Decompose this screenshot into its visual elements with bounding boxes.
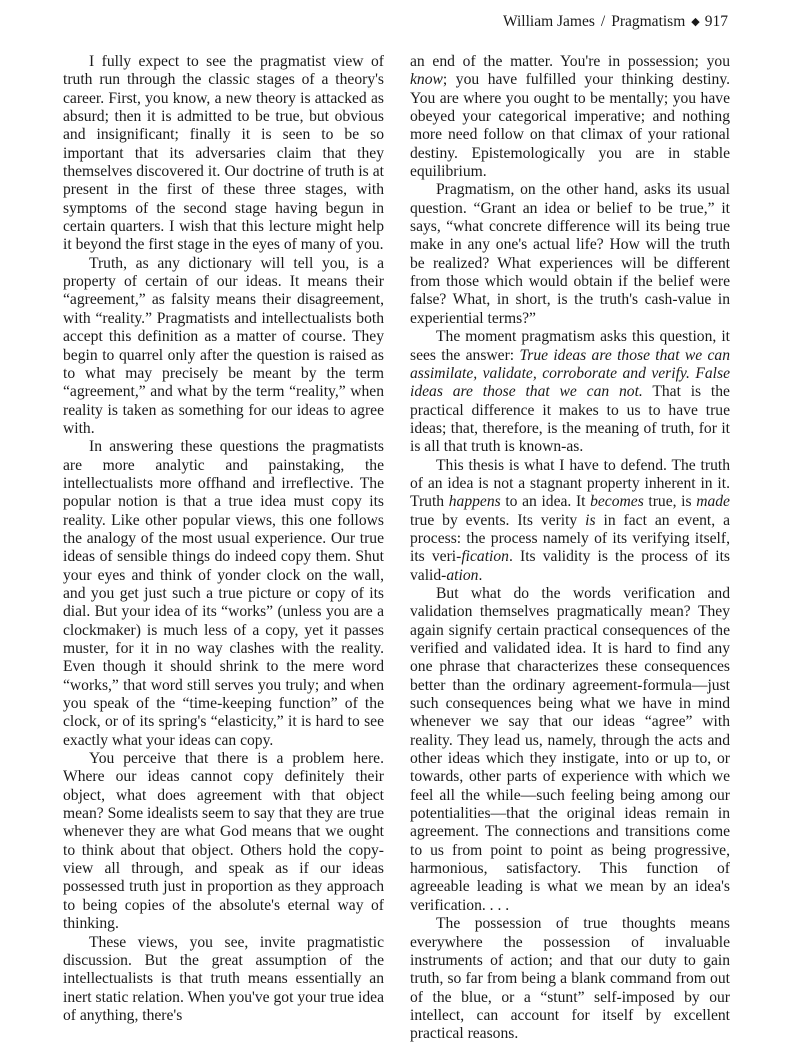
page-number: 917	[704, 13, 728, 30]
paragraph: Truth, as any dictionary will tell you, is a property of certain of our ideas. It means their “agreement,” as falsity means their disagreement, with “reality.” Pragmatists and intellectualists both accept this definition as a matter of course. They begin to quarrel only after the question is raised as to what may precisely be meant by the term “agreement,” and what by the term “reality,” when reality is taken as something for our ideas to agree with.	[63, 254, 384, 437]
paragraph: You perceive that there is a problem here. Where our ideas cannot copy definitely their object, what does agreement with that object mean? Some idealists seem to say that they are true whenever they are what God means that we ought to think about that object. Others hold the copy-view all through, and speak as if our ideas possessed truth just in proportion as they approach to being copies of the absolute's eternal way of thinking.	[63, 750, 384, 933]
paragraph: This thesis is what I have to defend. The truth of an idea is not a stagnant property inherent in it. Truth happens to an idea. It becomes true, is made true by events. Its verity is in fact an event, a process: the process namely of its verifying itself, its veri-fication. Its validity is the process of its valid-ation.	[410, 456, 730, 584]
header-title: Pragmatism	[611, 13, 686, 30]
running-header	[503, 13, 728, 31]
paragraph: These views, you see, invite pragmatistic discussion. But the great assumption of the intellectualists is that truth means essentially an inert static relation. When you've got your true idea of anything, there's	[63, 933, 384, 1024]
header-separator: /	[600, 13, 606, 30]
paragraph: The moment pragmatism asks this question, it sees the answer: True ideas are those that we can assimilate, validate, corroborate and verify. False ideas are those that we can not. That is the practical difference it makes to us to have true ideas; that, therefore, is the meaning of truth, for it is all that truth is known-as.	[410, 328, 730, 456]
left-column	[63, 53, 384, 1025]
paragraph: Pragmatism, on the other hand, asks its usual question. “Grant an idea or belief to be true,” it says, “what concrete difference will its being true make in any one's actual life? How will the truth be realized? What experiences will be different from those which would obtain if the belief were false? What, in short, is the truth's cash-value in experiential terms?”	[410, 181, 730, 327]
paragraph-continued: an end of the matter. You're in possession; you know; you have fulfilled your thinking destiny. You are where you ought to be mentally; you have obeyed your categorical imperative; and nothing more need follow on that climax of your rational destiny. Epistemologically you are in stable equilibrium.	[410, 53, 730, 181]
right-column	[410, 53, 730, 1044]
header-author: William James	[502, 13, 595, 30]
paragraph: In answering these questions the pragmatists are more analytic and painstaking, the intellectualists more offhand and irreflective. The popular notion is that a true idea must copy its reality. Like other popular views, this one follows the analogy of the most usual experience. Our true ideas of sensible things do indeed copy them. Shut your eyes and think of yonder clock on the wall, and you get just such a true picture or copy of its dial. But your idea of its “works” (unless you are a clockmaker) is much less of a copy, yet it passes muster, for it in no way clashes with the reality. Even though it should shrink to the mere word “works,” that word still serves you truly; and when you speak of the “time-keeping function” of the clock, or of its spring's “elasticity,” it is hard to see exactly what your ideas can copy.	[63, 438, 384, 749]
paragraph: The possession of true thoughts means everywhere the possession of invaluable instruments of action; and that our duty to gain truth, so far from being a blank command from out of the blue, or a “stunt” self-imposed by our intellect, can account for itself by excellent practical reasons.	[410, 915, 730, 1043]
diamond-icon: ◆	[691, 16, 700, 28]
paragraph: I fully expect to see the pragmatist view of truth run through the classic stages of a theory's career. First, you know, a new theory is attacked as absurd; then it is admitted to be true, but obvious and insignificant; finally it is seen to be so important that its adversaries claim that they themselves discovered it. Our doctrine of truth is at present in the first of these three stages, with symptoms of the second stage having begun in certain quarters. I wish that this lecture might help it beyond the first stage in the eyes of many of you.	[63, 53, 384, 254]
paragraph: But what do the words verification and validation themselves pragmatically mean? They again signify certain practical consequences of the verified and validated idea. It is hard to find any one phrase that characterizes these consequences better than the ordinary agreement-formula—just such consequences being what we have in mind whenever we say that our ideas “agree” with reality. They lead us, namely, through the acts and other ideas which they instigate, into or up to, or towards, other parts of experience with which we feel all the while—such feeling being among our potentialities—that the original ideas remain in agreement. The connections and transitions come to us from point to point as being progressive, harmonious, satisfactory. This function of agreeable leading is what we mean by an idea's verification. . . .	[410, 584, 730, 914]
